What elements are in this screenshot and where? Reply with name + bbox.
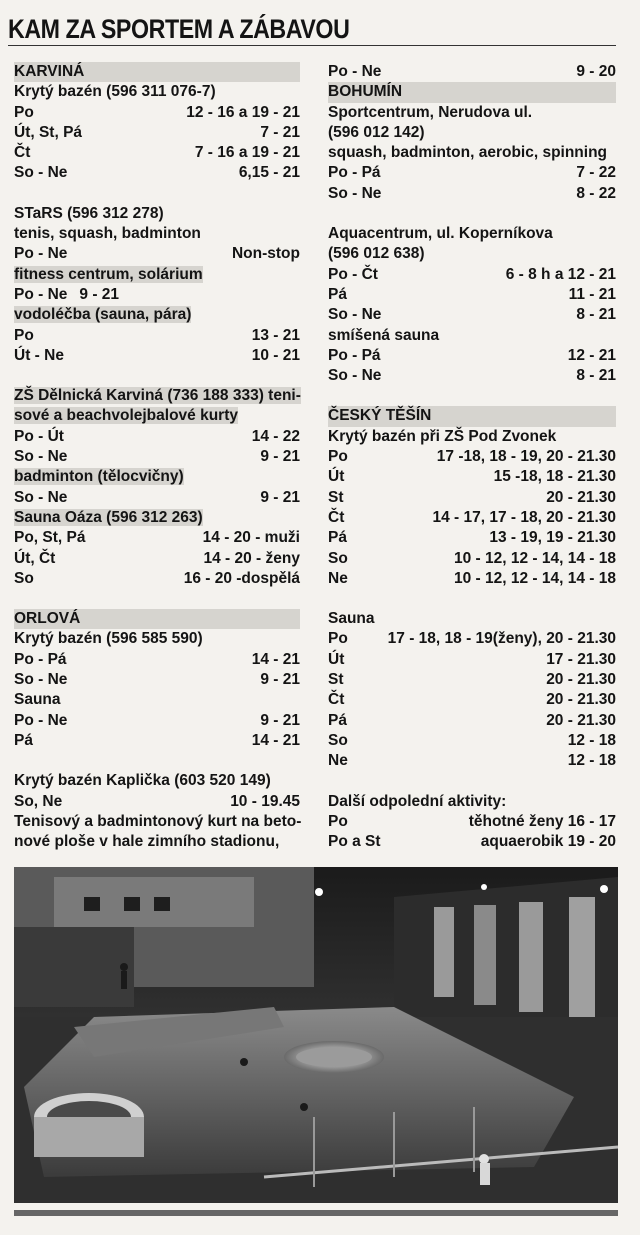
- section-heading-tesin: ČESKÝ TĚŠÍN: [328, 406, 616, 426]
- schedule-row: Po - Pá 14 - 21: [14, 650, 300, 668]
- venue-phone: (596 012 638): [328, 245, 425, 263]
- schedule-row: So - Ne 9 - 21: [14, 488, 300, 506]
- bottom-divider: [14, 1210, 618, 1216]
- title-divider: [8, 45, 616, 46]
- schedule-row: Po 13 - 21: [14, 326, 300, 344]
- schedule-row: Ne 10 - 12, 12 - 14, 14 - 18: [328, 569, 616, 587]
- schedule-row: Po 17 - 18, 18 - 19(ženy), 20 - 21.30: [328, 630, 616, 648]
- schedule-row: Po 12 - 16 a 19 - 21: [14, 103, 300, 121]
- venue-name: ZŠ Dělnická Karviná (736 188 333) teni-: [14, 387, 301, 405]
- schedule-row: Čt 14 - 17, 17 - 18, 20 - 21.30: [328, 508, 616, 526]
- schedule-row: Čt 7 - 16 a 19 - 21: [14, 144, 300, 162]
- venue-activities: smíšená sauna: [328, 326, 440, 344]
- schedule-row: Út, Čt 14 - 20 - ženy: [14, 549, 300, 567]
- schedule-row: St 20 - 21.30: [328, 488, 616, 506]
- right-column: [328, 62, 616, 852]
- venue-name: Krytý bazén (596 585 590): [14, 630, 203, 648]
- schedule-row: So 10 - 12, 12 - 14, 14 - 18: [328, 549, 616, 567]
- venue-name: sové a beachvolejbalové kurty: [14, 407, 238, 425]
- schedule-row: Po - Čt 6 - 8 h a 12 - 21: [328, 265, 616, 283]
- venue-activities: badminton (tělocvičny): [14, 468, 184, 486]
- venue-activities: Sauna: [14, 691, 61, 709]
- schedule-row: Pá 20 - 21.30: [328, 711, 616, 729]
- schedule-row: Po těhotné ženy 16 - 17: [328, 812, 616, 830]
- venue-activities: Další odpolední aktivity:: [328, 792, 507, 810]
- indoor-pool-photo: [14, 867, 618, 1203]
- schedule-row: Pá 11 - 21: [328, 285, 616, 303]
- schedule-row: Čt 20 - 21.30: [328, 691, 616, 709]
- venue-note: nové ploše v hale zimního stadionu,: [14, 833, 280, 851]
- venue-activities: vodoléčba (sauna, pára): [14, 306, 192, 324]
- venue-phone: (596 012 142): [328, 123, 425, 141]
- schedule-row: Po - Ne 9 - 20: [328, 63, 616, 80]
- schedule-row: So 12 - 18: [328, 731, 616, 749]
- schedule-row: So, Ne 10 - 19.45: [14, 792, 300, 810]
- schedule-row: Po - Ne 9 - 21: [14, 711, 300, 729]
- schedule-row: So 16 - 20 -dospělá: [14, 569, 300, 587]
- left-column: [14, 62, 300, 852]
- schedule-row: Po - Út 14 - 22: [14, 427, 300, 445]
- venue-activities: squash, badminton, aerobic, spinning: [328, 144, 608, 162]
- schedule-row: So - Ne 6,15 - 21: [14, 164, 300, 182]
- schedule-row: Pá 14 - 21: [14, 731, 300, 749]
- venue-name: Krytý bazén Kaplička (603 520 149): [14, 772, 271, 790]
- schedule-row: St 20 - 21.30: [328, 671, 616, 689]
- schedule-row: So - Ne 9 - 21: [14, 448, 300, 466]
- venue-name: Sportcentrum, Nerudova ul.: [328, 103, 533, 121]
- venue-activities: tenis, squash, badminton: [14, 225, 201, 243]
- schedule-row: Ne 12 - 18: [328, 752, 616, 770]
- schedule-row: Po - Ne 9 - 21: [14, 285, 120, 303]
- section-heading-karvina: KARVINÁ: [14, 62, 300, 82]
- schedule-row: Po - Pá 12 - 21: [328, 346, 616, 364]
- schedule-row: So - Ne 8 - 21: [328, 367, 616, 385]
- schedule-row: Út 15 -18, 18 - 21.30: [328, 468, 616, 486]
- schedule-row: So - Ne 8 - 22: [328, 184, 616, 202]
- page-title: KAM ZA SPORTEM A ZÁBAVOU: [8, 14, 350, 44]
- schedule-row: Po - Ne Non-stop: [14, 245, 300, 263]
- section-heading-bohumin: BOHUMÍN: [328, 82, 616, 102]
- venue-activities: fitness centrum, solárium: [14, 265, 203, 283]
- schedule-row: Út, St, Pá 7 - 21: [14, 123, 300, 141]
- venue-name: Krytý bazén (596 311 076-7): [14, 83, 216, 101]
- schedule-row: Po a St aquaerobik 19 - 20: [328, 833, 616, 851]
- schedule-row: Út 17 - 21.30: [328, 650, 616, 668]
- venue-name: Krytý bazén při ZŠ Pod Zvonek: [328, 427, 557, 445]
- section-heading-orlova: ORLOVÁ: [14, 609, 300, 629]
- schedule-row: Po, St, Pá 14 - 20 - muži: [14, 529, 300, 547]
- schedule-row: Po - Pá 7 - 22: [328, 164, 616, 182]
- venue-name: Sauna Oáza (596 312 263): [14, 508, 203, 526]
- venue-name: Aquacentrum, ul. Koperníkova: [328, 225, 553, 243]
- schedule-row: So - Ne 8 - 21: [328, 306, 616, 324]
- venue-activities: Sauna: [328, 610, 375, 628]
- schedule-row: Út - Ne 10 - 21: [14, 346, 300, 364]
- schedule-row: Pá 13 - 19, 19 - 21.30: [328, 529, 616, 547]
- schedule-row: Po 17 -18, 18 - 19, 20 - 21.30: [328, 448, 616, 466]
- schedule-row: So - Ne 9 - 21: [14, 671, 300, 689]
- venue-note: Tenisový a badmintonový kurt na beto-: [14, 812, 302, 830]
- venue-name: STaRS (596 312 278): [14, 204, 164, 222]
